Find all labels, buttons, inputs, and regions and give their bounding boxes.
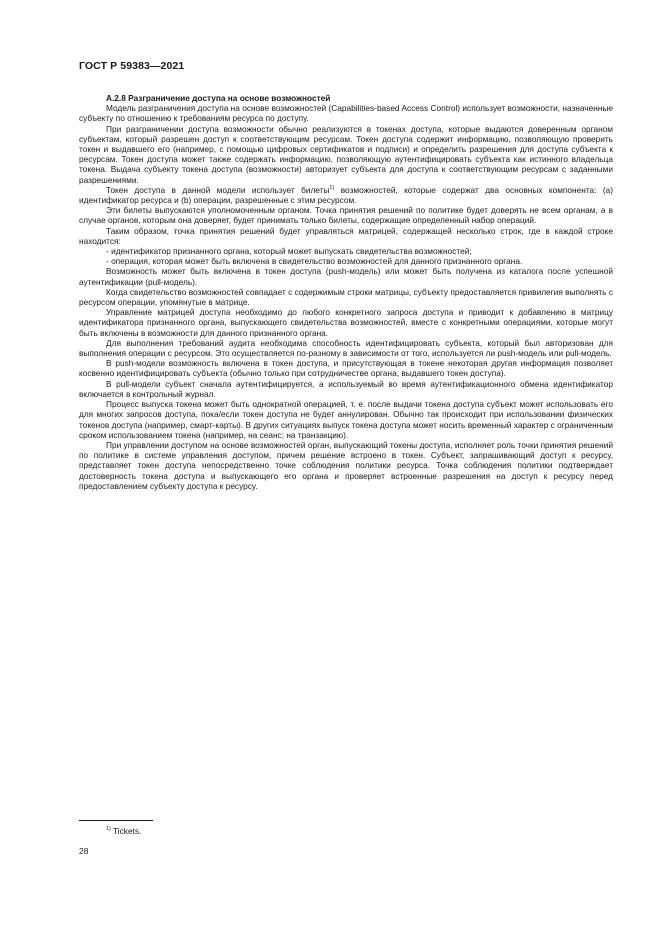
paragraph: Таким образом, точка принятия решений будет управляться матрицей, содержащей несколько строк, где в каждой строке находится: [79,225,613,246]
section-title: А.2.8 Разграничение доступа на основе возможностей [106,93,331,103]
paragraph: Управление матрицей доступа необходимо до любого конкретного запроса доступа и приводит к добавлению в матрицу идентификатора признанного органа, выпускающего свидетельства возможностей, вместе с конкретными операциями, которые могут быть включены в возможности для данного признанного органа. [79,307,613,338]
document-body [79,93,613,491]
footnote-divider [79,820,153,821]
paragraph: В push-модели возможность включена в токен доступа, и присутствующая в токене некоторая другая информация позволяет косвенно идентифицировать субъекта (обычно только при сотрудничестве органа, выдавшего токен доступа). [79,358,613,379]
paragraph: Модель разграничения доступа на основе возможностей (Capabilities-based Access Control) использует возможности, назначенные субъекту по отношению к требованиям ресурса по доступу. [79,103,613,124]
standard-header: ГОСТ Р 59383—2021 [79,60,185,72]
paragraph: Возможность может быть включена в токен доступа (push-модель) или может быть получена из каталога после успешной аутентификации (pull-модель). [79,266,613,287]
paragraph: Эти билеты выпускаются уполномоченным органом. Точка принятия решений по политике будет доверять не всем органам, а в случае органов, которым она доверяет, будет принимать только билеты, содержащие определенный набор операций. [79,205,613,226]
paragraph: При управлении доступом на основе возможностей орган, выпускающий токены доступа, исполняет роль точки принятия решений по политике в системе управления доступом, причем решение встроено в токен. Субъект, запрашивающий доступ к ресурсу, представляет токен доступа непосредственно точке соблюдения политики ресурса. Точка соблюдения политики подтверждает достоверность токена доступа и выпускающего его органа и проверяет встроенные разрешения на доступ к ресурсу перед предоставлением субъекту доступа к ресурсу. [79,439,613,491]
footnote-mark: 1) [106,826,111,833]
paragraph-text: возможностей, которые содержат два основных компонента: (а) идентификатор ресурса и (b) операции, разрешенные с этим ресурсом. [79,184,614,206]
page-number: 28 [79,846,89,856]
footnote-text: Tickets. [110,826,142,836]
footnote-reference[interactable]: 1) [329,185,335,192]
paragraph: В pull-модели субъект сначала аутентифицируется, а используемый во время аутентификационного обмена идентификатор включается в контрольный журнал. [79,378,613,399]
paragraph: При разграничении доступа возможности обычно реализуются в токенах доступа, которые выдаются доверенным органом субъектам, который разрешен доступ к соответствующим ресурсам. Токен доступа содержит информацию, позволяющую проверить токен и выдавшего его (например, с помощью цифровых сертификатов и подписи) и определить разрешения для доступа субъекта к ресурсам. Токен доступа может также содержать информацию, позволяющую аутентифицировать субъекта как истинного владельца токена. Выдача субъекту токена доступа (возможности) авторизует субъекта для доступа к соответствующим ресурсам с заданными разрешениями. [79,123,613,185]
paragraph-text: Токен доступа в данной модели использует билеты [106,184,330,195]
paragraph-with-footnote [79,185,613,205]
footnote [106,826,141,836]
paragraph: Процесс выпуска токена может быть однократной операцией, т. е. после выдачи токена доступа субъект может использовать его для многих запросов доступа, пока/если токен доступа не будет аннулирован. Обычно так происходит при использовании физических токенов доступа (например, смарт-карты). В других ситуациях выпуск токена доступа может носить временный характер с ограниченным сроком использованием токена (например, на сеанс; на транзакцию). [79,399,613,440]
paragraph: Когда свидетельство возможностей совпадает с содержимым строки матрицы, субъекту предоставляется привилегия выполнять с ресурсом операции, упомянутые в матрице. [79,286,613,308]
paragraph: Для выполнения требований аудита необходима способность идентифицировать субъекта, который был авторизован для выполнения операции с ресурсом. Это осуществляется по-разному в зависимости от того, используется ли push-модель или pull-модель. [79,337,613,359]
list-item: - операция, которая может быть включена в свидетельство возможностей для данного признанного органа. [106,256,523,267]
list-item: - идентификатор признанного органа, который может выпускать свидетельства возможностей; [106,246,472,257]
